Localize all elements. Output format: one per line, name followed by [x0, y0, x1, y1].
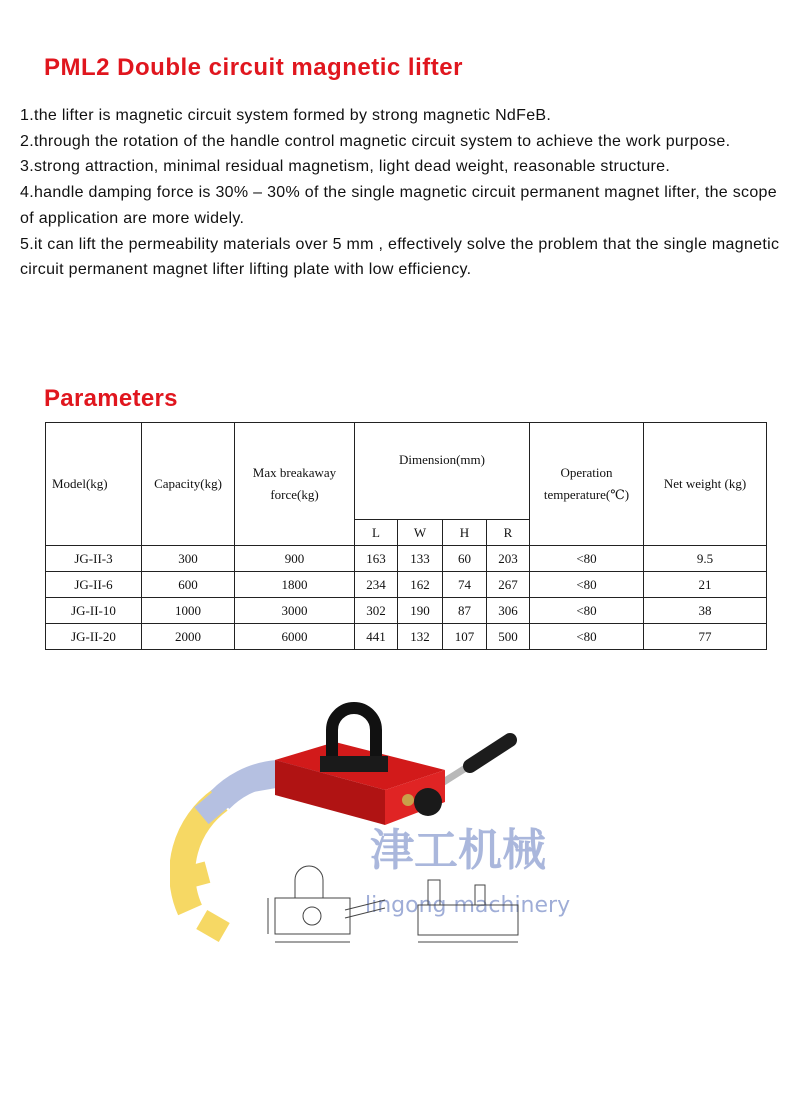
header-net-weight: Net weight (kg): [644, 423, 767, 546]
cell-net-weight: 9.5: [644, 546, 767, 572]
product-image: [170, 690, 610, 960]
description-list: [20, 103, 780, 283]
cell-dim-w: 162: [398, 572, 443, 598]
header-breakaway-line1: Max breakaway: [252, 465, 337, 480]
description-item: 5.it can lift the permeability materials over 5 mm , effectively solve the problem that the single magnetic circuit permanent magnet lifter lifting plate with low efficiency.: [20, 235, 780, 279]
cell-dim-r: 203: [487, 546, 530, 572]
watermark-cn: 津工机械: [370, 825, 546, 876]
cell-dim-w: 190: [398, 598, 443, 624]
cell-dim-h: 74: [443, 572, 487, 598]
header-temperature: [530, 423, 644, 546]
header-breakaway: [235, 423, 355, 546]
cell-capacity: 2000: [142, 624, 235, 650]
cell-dim-h: 60: [443, 546, 487, 572]
cell-model: JG-II-20: [46, 624, 142, 650]
description-item: 2.through the rotation of the handle control magnetic circuit system to achieve the work purpose.: [20, 132, 731, 150]
cell-dim-r: 500: [487, 624, 530, 650]
cell-dim-l: 234: [355, 572, 398, 598]
page-title: PML2 Double circuit magnetic lifter: [44, 54, 463, 81]
table-row: [46, 572, 767, 598]
cell-dim-w: 133: [398, 546, 443, 572]
header-temperature-line1: Operation: [560, 465, 613, 480]
cell-dim-r: 306: [487, 598, 530, 624]
cell-dim-h: 87: [443, 598, 487, 624]
header-dimension: Dimension(mm): [355, 423, 530, 520]
cell-dim-l: 163: [355, 546, 398, 572]
header-model: Model(kg): [46, 423, 142, 546]
header-dim-r: R: [487, 520, 530, 546]
cell-breakaway: 1800: [235, 572, 355, 598]
cell-model: JG-II-3: [46, 546, 142, 572]
cell-net-weight: 38: [644, 598, 767, 624]
cell-temperature: <80: [530, 572, 644, 598]
description-item: 3.strong attraction, minimal residual magnetism, light dead weight, reasonable structure.: [20, 158, 671, 176]
cell-capacity: 300: [142, 546, 235, 572]
cell-dim-r: 267: [487, 572, 530, 598]
cell-dim-w: 132: [398, 624, 443, 650]
header-temperature-line2: temperature(℃): [543, 487, 630, 502]
magnetic-lifter-illustration: [275, 708, 510, 825]
cell-breakaway: 3000: [235, 598, 355, 624]
cell-temperature: <80: [530, 546, 644, 572]
cell-temperature: <80: [530, 598, 644, 624]
watermark-en: lingong machinery: [365, 893, 571, 918]
cell-capacity: 600: [142, 572, 235, 598]
header-capacity: Capacity(kg): [142, 423, 235, 546]
header-dim-h: H: [443, 520, 487, 546]
cell-temperature: <80: [530, 624, 644, 650]
table-row: [46, 546, 767, 572]
cell-model: JG-II-10: [46, 598, 142, 624]
cell-model: JG-II-6: [46, 572, 142, 598]
cell-dim-l: 302: [355, 598, 398, 624]
cell-breakaway: 6000: [235, 624, 355, 650]
header-breakaway-line2: force(kg): [270, 487, 319, 502]
parameters-heading: Parameters: [44, 385, 178, 412]
header-dim-l: L: [355, 520, 398, 546]
cell-dim-l: 441: [355, 624, 398, 650]
description-item: 4.handle damping force is 30% – 30% of the single magnetic circuit permanent magnet lifter, the scope of application are more widely.: [20, 184, 777, 227]
header-dim-w: W: [398, 520, 443, 546]
table-row: [46, 598, 767, 624]
cell-net-weight: 77: [644, 624, 767, 650]
description-item: 1.the lifter is magnetic circuit system formed by strong magnetic NdFeB.: [20, 107, 552, 124]
cell-net-weight: 21: [644, 572, 767, 598]
table-row: [46, 624, 767, 650]
parameters-table: [45, 422, 767, 650]
cell-breakaway: 900: [235, 546, 355, 572]
cell-capacity: 1000: [142, 598, 235, 624]
technical-drawing-front: [268, 866, 385, 942]
cell-dim-h: 107: [443, 624, 487, 650]
